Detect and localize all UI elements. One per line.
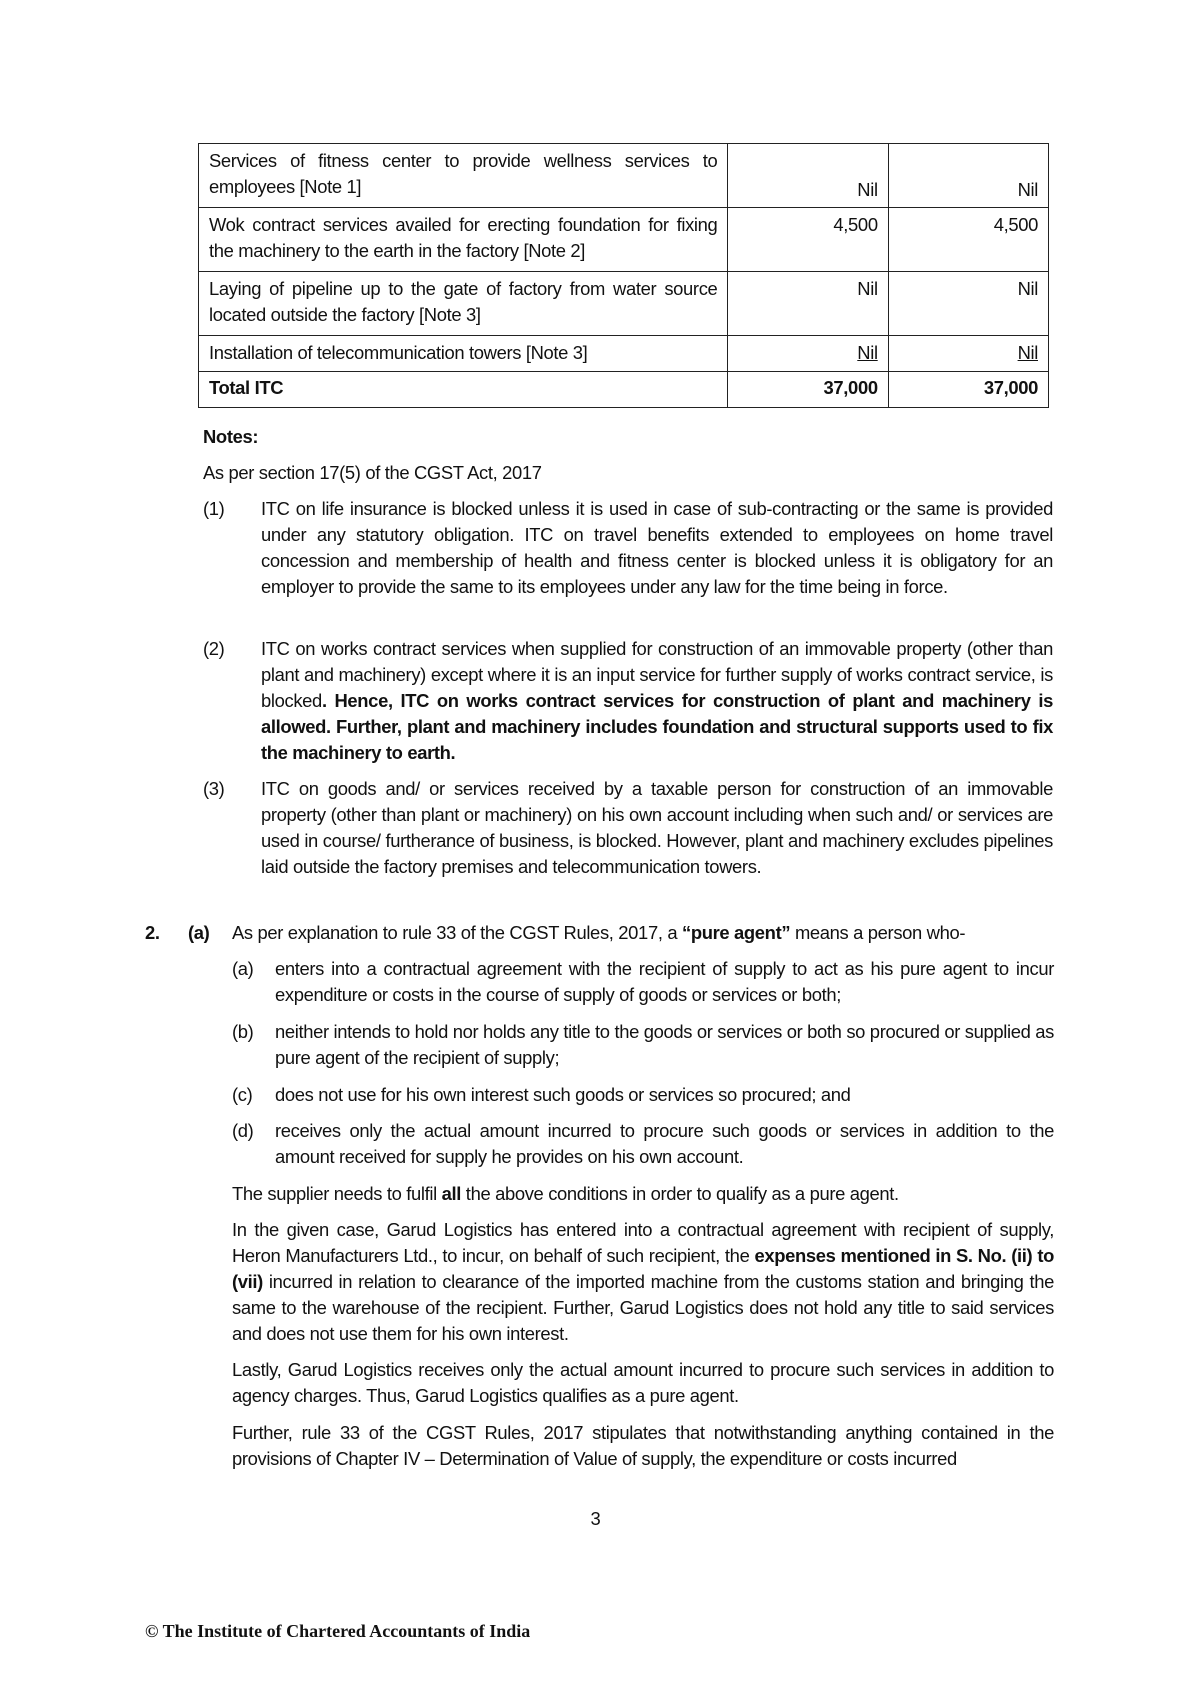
condition-text: receives only the actual amount incurred to procure such goods or services in addition to the amount received for supply he provides on his own account. [275,1120,1054,1167]
table-cell-value: 4,500 [728,208,888,272]
table-cell-value: Nil [888,144,1048,208]
question-intro: As per explanation to rule 33 of the CGST Rules, 2017, a “pure agent” means a person who- [232,922,966,943]
table-cell-description: Installation of telecommunication towers [Note 3] [199,336,728,372]
page-number: 3 [590,1508,601,1529]
note-text: ITC on works contract services when supplied for construction of an immovable property (other than plant and machinery) except where it is an input service for further supply of works contract service, is blocked. Hence, ITC on works contract services for construction of plant and machinery is allowed. Further, plant and machinery includes foundation and structural supports used to fix the machinery to earth. [261,638,1053,763]
table-total-row [199,372,1049,408]
condition-text: enters into a contractual agreement with the recipient of supply to act as his pure agent to incur expenditure or costs in the course of supply of goods or services or both; [275,958,1054,1005]
table-row [199,144,1049,208]
table-cell-value: Nil [728,272,888,336]
footer-copyright: © The Institute of Chartered Accountants of India [145,1621,531,1641]
condition-text: does not use for his own interest such goods or services so procured; and [275,1084,851,1105]
table-row [199,208,1049,272]
condition-number: (d) [232,1120,254,1141]
note-number: (2) [203,638,225,659]
notes-intro: As per section 17(5) of the CGST Act, 2017 [203,462,542,483]
table-cell-description: Laying of pipeline up to the gate of factory from water source located outside the factory [Note 3] [199,272,728,336]
condition-number: (c) [232,1084,253,1105]
note-number: (1) [203,498,225,519]
notes-heading: Notes: [203,426,259,447]
question-part: (a) [188,922,210,943]
paragraph: Further, rule 33 of the CGST Rules, 2017 stipulates that notwithstanding anything contained in the provisions of Chapter IV – Determination of Value of supply, the expenditure or costs incurred [232,1422,1054,1469]
total-label: Total ITC [199,372,728,408]
table-cell-description: Services of fitness center to provide wellness services to employees [Note 1] [199,144,728,208]
table-row [199,336,1049,372]
total-value: 37,000 [888,372,1048,408]
table-cell-value: 4,500 [888,208,1048,272]
table-row [199,272,1049,336]
paragraph: In the given case, Garud Logistics has entered into a contractual agreement with recipient of supply, Heron Manufacturers Ltd., to incur, on behalf of such recipient, the expenses mentioned in S. No. (ii) to (vii) incurred in relation to clearance of the imported machine from the customs station and bringing the same to the warehouse of the recipient. Further, Garud Logistics does not hold any title to said services and does not use them for his own interest. [232,1219,1054,1344]
paragraph: Lastly, Garud Logistics receives only the actual amount incurred to procure such services in addition to agency charges. Thus, Garud Logistics qualifies as a pure agent. [232,1359,1054,1406]
table-cell-description: Wok contract services availed for erecting foundation for fixing the machinery to the earth in the factory [Note 2] [199,208,728,272]
table-cell-value: Nil [857,342,878,363]
total-value: 37,000 [728,372,888,408]
note-text: ITC on life insurance is blocked unless it is used in case of sub-contracting or the same is provided under any statutory obligation. ITC on travel benefits extended to employees on home travel concession and membership of health and fitness center is blocked unless it is obligatory for an employer to provide the same to its employees under any law for the time being in force. [261,498,1053,597]
itc-table [198,143,1049,408]
table-cell-value: Nil [888,272,1048,336]
note-number: (3) [203,778,225,799]
paragraph: The supplier needs to fulfil all the above conditions in order to qualify as a pure agent. [232,1183,899,1204]
table-cell-value: Nil [728,144,888,208]
question-number: 2. [145,922,160,943]
note-text: ITC on goods and/ or services received by a taxable person for construction of an immovable property (other than plant or machinery) on his own account including when such and/ or services are used in course/ furtherance of business, is blocked. However, plant and machinery excludes pipelines laid outside the factory premises and telecommunication towers. [261,778,1053,877]
table-cell-value: Nil [1017,342,1038,363]
condition-text: neither intends to hold nor holds any title to the goods or services or both so procured or supplied as pure agent of the recipient of supply; [275,1021,1054,1068]
condition-number: (a) [232,958,254,979]
condition-number: (b) [232,1021,254,1042]
